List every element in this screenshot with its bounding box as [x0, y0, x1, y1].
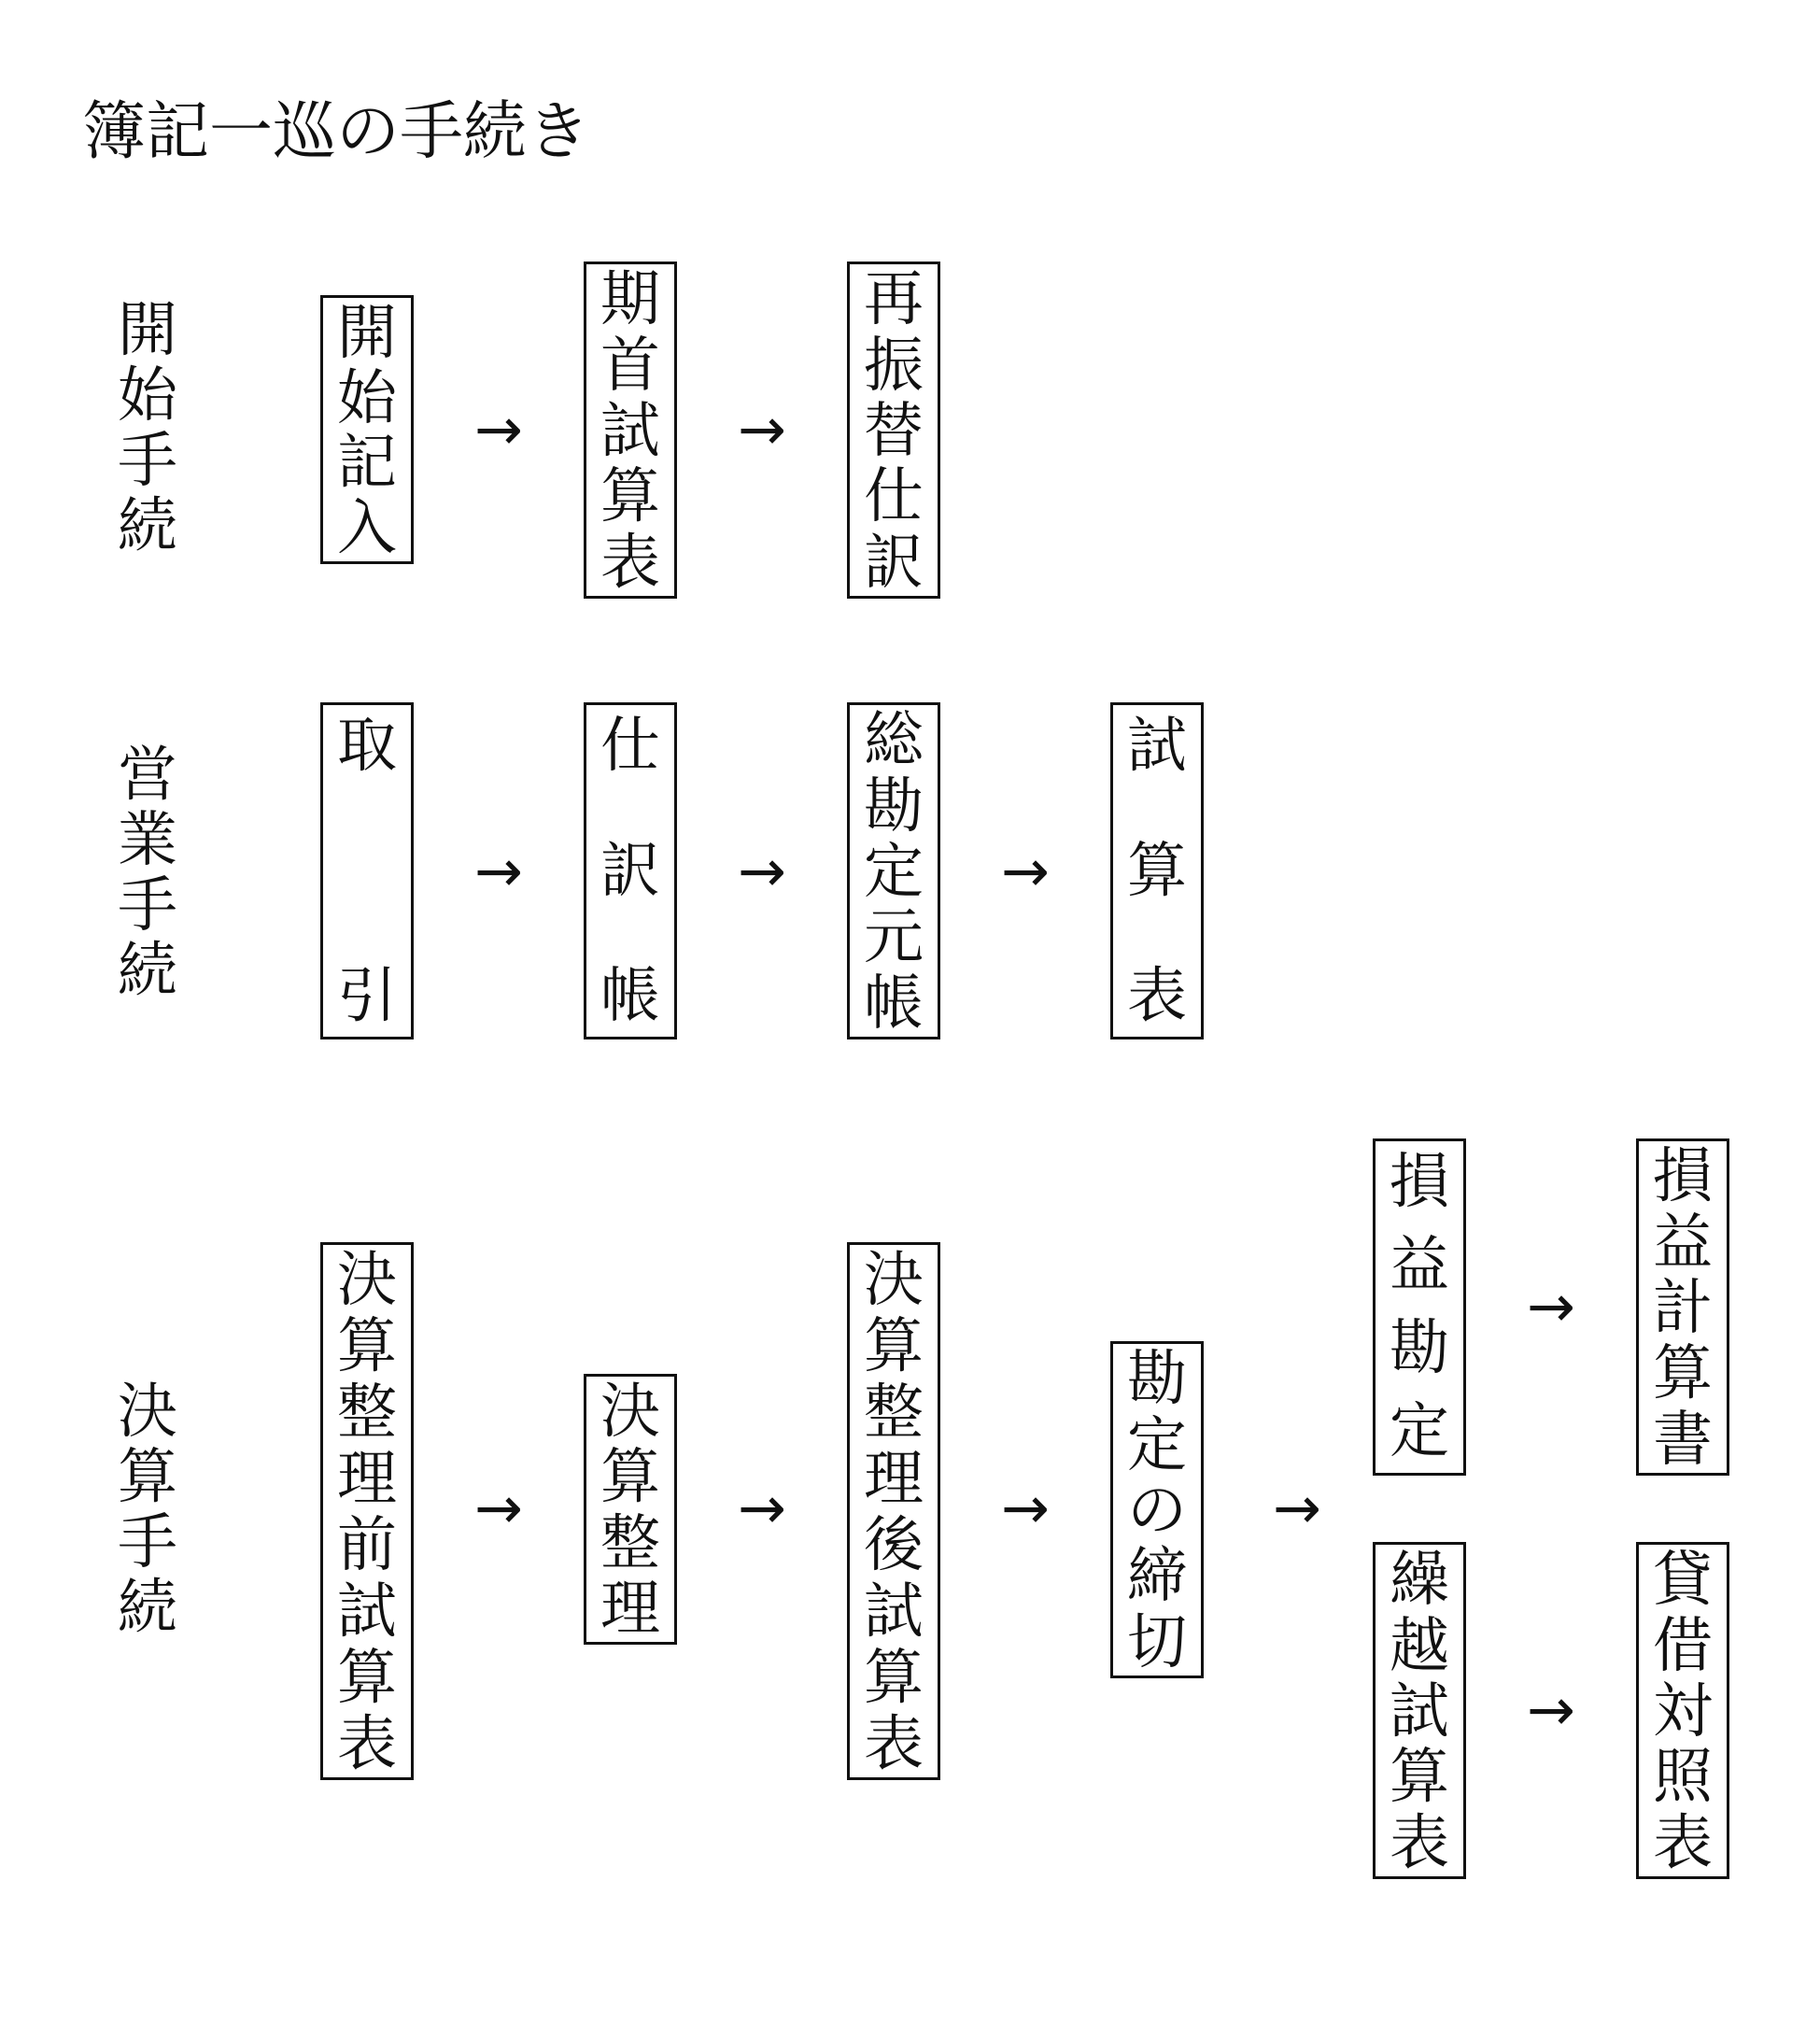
box-char: 繰 — [1390, 1546, 1449, 1616]
box-char: 表 — [600, 528, 660, 598]
label-char: 続 — [118, 937, 177, 1006]
flow-arrow: → — [1001, 1474, 1050, 1542]
step-box — [847, 262, 940, 599]
box-char: 表 — [864, 1709, 924, 1779]
box-char: 切 — [1127, 1607, 1187, 1677]
flow-arrow: → — [474, 837, 523, 905]
branch-box — [1636, 1138, 1729, 1476]
step-box — [584, 1374, 677, 1645]
flow-arrow: → — [1001, 837, 1050, 905]
box-char: 入 — [337, 494, 397, 564]
box-char: 算 — [337, 1312, 397, 1382]
box-char: 元 — [864, 903, 924, 973]
box-char: 勘 — [1390, 1314, 1449, 1384]
box-char: 仕 — [864, 462, 924, 532]
label-char: 業 — [118, 806, 177, 875]
box-char: 試 — [1127, 711, 1187, 781]
row-label-3 — [110, 1379, 185, 1641]
row-label-1 — [110, 298, 185, 559]
label-char: 手 — [118, 1508, 177, 1577]
box-char: 帳 — [600, 961, 660, 1031]
box-char: 期 — [600, 265, 660, 335]
box-char: 勘 — [864, 771, 924, 841]
box-char: の — [1127, 1477, 1187, 1547]
box-char: 借 — [1653, 1611, 1713, 1681]
box-char: 算 — [600, 1443, 660, 1513]
box-char: 書 — [1653, 1405, 1713, 1475]
box-char: 定 — [1127, 1410, 1187, 1480]
step-box — [320, 702, 414, 1039]
box-char: 定 — [864, 838, 924, 908]
box-char: 決 — [600, 1378, 660, 1448]
flow-arrow: → — [738, 395, 786, 463]
label-char: 始 — [118, 361, 177, 431]
box-char: 訳 — [864, 528, 924, 598]
box-char: 損 — [1390, 1147, 1449, 1217]
fork-arrow: → — [1273, 1474, 1321, 1542]
flow-arrow: → — [738, 1474, 786, 1542]
row-label-2 — [110, 742, 185, 1004]
box-char: 越 — [1390, 1611, 1449, 1681]
box-char: 整 — [600, 1508, 660, 1578]
box-char: 後 — [864, 1510, 924, 1580]
branch-box — [1636, 1542, 1729, 1879]
box-char: 対 — [1653, 1677, 1713, 1747]
box-char: 記 — [337, 429, 397, 499]
box-char: 算 — [864, 1312, 924, 1382]
box-char: 整 — [864, 1379, 924, 1449]
flow-arrow: → — [474, 1474, 523, 1542]
box-char: 開 — [337, 298, 397, 368]
box-char: 試 — [864, 1577, 924, 1647]
box-char: 振 — [864, 331, 924, 401]
box-char: 試 — [337, 1577, 397, 1647]
box-char: 益 — [1390, 1230, 1449, 1300]
box-char: 算 — [1127, 836, 1187, 906]
box-char: 始 — [337, 363, 397, 433]
step-box — [847, 702, 940, 1039]
box-char: 替 — [864, 397, 924, 467]
label-char: 続 — [118, 492, 177, 561]
box-char: 表 — [1653, 1808, 1713, 1878]
step-box — [1110, 702, 1204, 1039]
box-char: 照 — [1653, 1743, 1713, 1813]
label-char: 手 — [118, 871, 177, 940]
box-char: 帳 — [864, 969, 924, 1039]
box-char: 損 — [1653, 1142, 1713, 1212]
box-char: 取 — [337, 711, 397, 781]
box-char: 決 — [864, 1246, 924, 1316]
label-char: 決 — [118, 1378, 177, 1447]
box-char: 理 — [337, 1445, 397, 1515]
box-char: 益 — [1653, 1208, 1713, 1278]
step-box — [584, 262, 677, 599]
box-char: 試 — [600, 397, 660, 467]
box-char: 前 — [337, 1510, 397, 1580]
label-char: 続 — [118, 1574, 177, 1643]
box-char: 決 — [337, 1246, 397, 1316]
box-char: 算 — [1390, 1743, 1449, 1813]
box-char: 算 — [864, 1643, 924, 1713]
box-char: 理 — [600, 1574, 660, 1644]
branch-box — [1373, 1138, 1466, 1476]
box-char: 定 — [1390, 1397, 1449, 1467]
step-box — [320, 295, 414, 564]
box-char: 仕 — [600, 711, 660, 781]
branch-arrow: → — [1527, 1272, 1575, 1340]
box-char: 整 — [337, 1379, 397, 1449]
step-box — [1110, 1341, 1204, 1678]
diagram-title: 簿記一巡の手続き — [82, 95, 591, 169]
box-char: 算 — [600, 462, 660, 532]
box-char: 表 — [1390, 1808, 1449, 1878]
box-char: 試 — [1390, 1677, 1449, 1747]
box-char: 算 — [337, 1643, 397, 1713]
label-char: 営 — [118, 741, 177, 810]
box-char: 勘 — [1127, 1345, 1187, 1415]
box-char: 表 — [337, 1709, 397, 1779]
box-char: 貸 — [1653, 1546, 1713, 1616]
box-char: 首 — [600, 331, 660, 401]
flow-arrow: → — [474, 395, 523, 463]
box-char: 総 — [864, 706, 924, 776]
step-box — [584, 702, 677, 1039]
branch-arrow: → — [1527, 1676, 1575, 1744]
label-char: 算 — [118, 1443, 177, 1512]
box-char: 算 — [1653, 1339, 1713, 1409]
box-char: 引 — [337, 961, 397, 1031]
box-char: 訳 — [600, 836, 660, 906]
box-char: 再 — [864, 265, 924, 335]
box-char: 締 — [1127, 1542, 1187, 1612]
branch-box — [1373, 1542, 1466, 1879]
flow-arrow: → — [738, 837, 786, 905]
box-char: 計 — [1653, 1274, 1713, 1344]
label-char: 開 — [118, 296, 177, 365]
box-char: 理 — [864, 1445, 924, 1515]
box-char: 表 — [1127, 961, 1187, 1031]
step-box — [320, 1242, 414, 1780]
step-box — [847, 1242, 940, 1780]
label-char: 手 — [118, 427, 177, 496]
